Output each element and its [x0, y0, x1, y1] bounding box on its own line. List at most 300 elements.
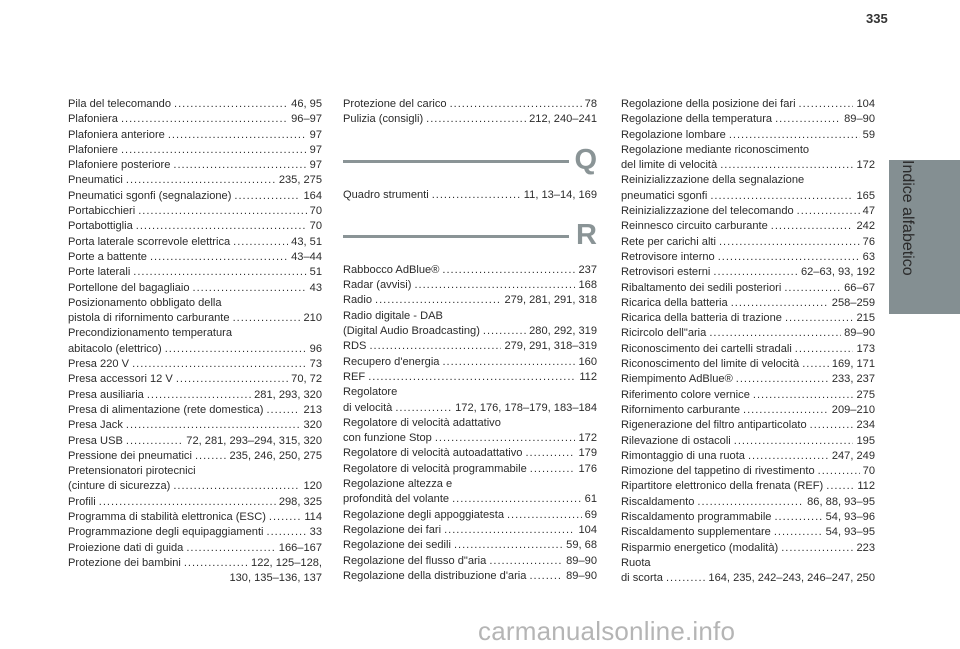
dot-leader: [489, 554, 563, 569]
index-entry: [343, 370, 597, 385]
index-term: Portellone del bagagliaio: [68, 281, 190, 294]
page-reference: 97: [309, 143, 322, 156]
dot-leader: [266, 403, 300, 418]
page-reference: 104: [856, 98, 875, 110]
index-term: Riferimento colore vernice: [621, 388, 750, 401]
index-list-r: [343, 263, 597, 584]
index-entry: [621, 434, 875, 449]
index-entry: [68, 525, 322, 540]
dot-leader: [802, 357, 829, 372]
dot-leader: [525, 446, 575, 461]
index-term: Pneumatici sgonfi (segnalazione): [68, 189, 232, 202]
index-term: Riscaldamento supplementare: [621, 526, 771, 539]
page-reference: 51: [309, 266, 322, 279]
index-entry-heading: Regolazione mediante riconoscimento: [621, 143, 810, 156]
index-term: Riscaldamento programmabile: [621, 511, 772, 524]
index-term: Regolazione lombare: [621, 128, 726, 141]
page-reference: 166–167: [278, 541, 322, 554]
index-entry: [621, 571, 875, 586]
index-term: Portabottiglia: [68, 220, 133, 233]
dot-leader: [173, 158, 306, 173]
dot-leader: [797, 204, 860, 219]
index-entry: [621, 128, 875, 143]
index-entry-heading: Regolatore: [343, 386, 398, 399]
section-rule: [343, 160, 569, 163]
index-entry: [68, 173, 322, 188]
index-term: Regolatore di velocità autoadattativo: [343, 447, 523, 460]
page-reference: 59, 68: [566, 539, 597, 552]
page-reference: 164, 235, 242–243, 246–247, 250: [708, 572, 875, 585]
index-term: Recupero d'energia: [343, 355, 440, 368]
index-entry: [68, 143, 322, 158]
page-reference: 120: [303, 480, 322, 493]
index-term: Pila del telecomando: [68, 98, 171, 110]
section-header-r: [343, 217, 597, 255]
index-term: Protezione dei bambini: [68, 556, 181, 569]
index-term: Plafoniera: [68, 113, 118, 126]
dot-leader: [529, 569, 563, 584]
page-reference: 160: [578, 355, 597, 368]
index-term: di scorta: [621, 572, 663, 585]
page-reference: 112: [579, 370, 597, 383]
dot-leader: [454, 538, 563, 553]
index-entry: [621, 372, 875, 387]
index-entry: [621, 296, 875, 311]
index-term: Profili: [68, 495, 96, 508]
dot-leader: [126, 173, 276, 188]
index-term: Rimontaggio di una ruota: [621, 449, 745, 462]
index-entry: [68, 128, 322, 143]
index-term: Regolazione della posizione dei fari: [621, 98, 796, 110]
dot-leader: [710, 189, 853, 204]
index-entry: [621, 265, 875, 280]
index-entry: [68, 112, 322, 127]
dot-leader: [176, 372, 288, 387]
index-term: di velocità: [343, 401, 393, 414]
index-entry: [68, 418, 322, 433]
index-entry: [68, 158, 322, 173]
dot-leader: [147, 388, 251, 403]
page-reference-continued: 130, 135–136, 137: [229, 572, 322, 585]
index-term: Pneumatici: [68, 174, 123, 187]
index-entry: [68, 311, 322, 326]
index-entry: [68, 372, 322, 387]
index-term: Porte laterali: [68, 266, 131, 279]
index-entry: [621, 510, 875, 525]
index-term: Rete per carichi alti: [621, 235, 716, 248]
dot-leader: [133, 265, 306, 280]
dot-leader: [810, 418, 854, 433]
page-reference: 73: [309, 358, 322, 371]
index-entry-heading: Precondizionamento temperatura: [68, 327, 233, 340]
index-term: REF: [343, 370, 366, 383]
index-entry: [68, 449, 322, 464]
page-reference: 237: [578, 263, 597, 276]
dot-leader: [174, 97, 288, 112]
index-entry: [621, 311, 875, 326]
dot-leader: [731, 296, 829, 311]
dot-leader: [195, 449, 227, 464]
index-entry: [68, 250, 322, 265]
index-term: Riconoscimento del limite di velocità: [621, 358, 800, 371]
page-reference: 279, 291, 318–319: [504, 340, 597, 353]
index-term: Ricircolo dell"aria: [621, 327, 707, 340]
dot-leader: [450, 97, 582, 112]
index-entry: [68, 495, 322, 510]
dot-leader: [138, 204, 306, 219]
index-term: Rabbocco AdBlue®: [343, 263, 440, 276]
index-term: Ricarica della batteria: [621, 296, 728, 309]
dot-leader: [173, 479, 300, 494]
page-reference: 114: [304, 511, 322, 524]
dot-leader: [121, 143, 307, 158]
page-reference: 89–90: [566, 569, 597, 582]
dot-leader: [267, 525, 307, 540]
dot-leader: [781, 541, 853, 556]
page-reference: 76: [862, 235, 875, 248]
index-term: Presa Jack: [68, 419, 123, 432]
page-reference: 209–210: [831, 403, 875, 416]
index-term: Regolazione della temperatura: [621, 113, 773, 126]
index-entry: [68, 388, 322, 403]
index-term: pistola di rifornimento carburante: [68, 312, 230, 325]
page-reference: 320: [303, 419, 322, 432]
page-reference: 62–63, 93, 192: [800, 266, 875, 279]
dot-leader: [720, 158, 853, 173]
page-reference: 210: [303, 312, 322, 325]
index-term: (Digital Audio Broadcasting): [343, 325, 480, 338]
index-term: Rigenerazione del filtro antiparticolato: [621, 419, 807, 432]
index-entry: [68, 281, 322, 296]
page-reference: 97: [309, 128, 322, 141]
index-term: Regolazione degli appoggiatesta: [343, 508, 504, 521]
dot-leader: [121, 112, 288, 127]
dot-leader: [743, 403, 829, 418]
dot-leader: [697, 495, 804, 510]
page-reference: 96: [309, 342, 322, 355]
page-reference: 78: [584, 98, 597, 110]
index-entry: [621, 204, 875, 219]
page-reference: 61: [584, 493, 597, 506]
index-entry: [621, 479, 875, 494]
index-term: Riscaldamento: [621, 495, 695, 508]
index-entry: [621, 541, 875, 556]
page-reference: 11, 13–14, 169: [523, 188, 597, 201]
index-term: Retrovisore interno: [621, 250, 715, 263]
page-reference: 86, 88, 93–95: [807, 495, 875, 508]
index-entry: [68, 510, 322, 525]
index-column-1: [68, 97, 322, 587]
dot-leader: [826, 479, 854, 494]
index-entry: [343, 401, 597, 416]
index-term: Radio: [343, 294, 372, 307]
page-reference: 72, 281, 293–294, 315, 320: [186, 434, 322, 447]
index-entry: [343, 188, 597, 203]
index-term: Protezione del carico: [343, 98, 447, 110]
page-reference: 172: [578, 432, 597, 445]
index-term: Plafoniere: [68, 143, 118, 156]
dot-leader: [136, 219, 307, 234]
index-term: Presa di alimentazione (rete domestica): [68, 403, 264, 416]
dot-leader: [126, 434, 183, 449]
page-reference: 70, 72: [291, 373, 322, 386]
dot-leader: [784, 281, 841, 296]
index-term: Reinizializzazione del telecomando: [621, 205, 794, 218]
dot-leader: [150, 250, 288, 265]
dot-leader: [719, 235, 860, 250]
index-term: con funzione Stop: [343, 432, 432, 445]
index-entry: [343, 97, 597, 112]
index-entry: [343, 538, 597, 553]
dot-leader: [132, 357, 307, 372]
dot-leader: [785, 311, 854, 326]
index-term: Plafoniere posteriore: [68, 159, 171, 172]
dot-leader: [666, 571, 705, 586]
index-term: Regolatore di velocità programmabile: [343, 462, 527, 475]
dot-leader: [483, 324, 526, 339]
dot-leader: [395, 401, 452, 416]
dot-leader: [186, 541, 275, 556]
index-term: Riempimento AdBlue®: [621, 373, 733, 386]
index-entry: [621, 281, 875, 296]
dot-leader: [126, 418, 301, 433]
page-reference: 104: [578, 523, 597, 536]
page-reference: 59: [862, 128, 875, 141]
dot-leader: [426, 112, 526, 127]
dot-leader: [818, 464, 860, 479]
dot-leader: [713, 265, 798, 280]
index-entry: [343, 462, 597, 477]
index-term: Reinnesco circuito carburante: [621, 220, 768, 233]
index-term: Radar (avvisi): [343, 279, 412, 292]
page-reference: 47: [862, 205, 875, 218]
index-term: del limite di velocità: [621, 159, 718, 172]
index-entry: [68, 97, 322, 112]
dot-leader: [99, 495, 276, 510]
dot-leader: [432, 188, 521, 203]
dot-leader: [444, 523, 575, 538]
page-reference: 165: [856, 189, 875, 202]
index-term: Plafoniera anteriore: [68, 128, 165, 141]
index-entry: [621, 403, 875, 418]
index-entry: [343, 324, 597, 339]
index-entry: [68, 189, 322, 204]
index-list-q: [343, 188, 597, 203]
index-entry: [68, 342, 322, 357]
page-reference: 43, 51: [291, 235, 322, 248]
index-entry: [343, 523, 597, 538]
index-term: Portabicchieri: [68, 205, 136, 218]
index-term: Riconoscimento dei cartelli stradali: [621, 342, 792, 355]
index-term: Regolazione della distribuzione d'aria: [343, 569, 527, 582]
page-reference: 242: [856, 220, 875, 233]
index-entry: [68, 204, 322, 219]
side-tab-label: Indice alfabetico: [899, 160, 916, 276]
dot-leader: [233, 311, 301, 326]
dot-leader: [233, 235, 288, 250]
dot-leader: [718, 250, 860, 265]
page-reference: 280, 292, 319: [529, 325, 597, 338]
index-entry: [343, 355, 597, 370]
page-reference: 281, 293, 320: [254, 388, 322, 401]
page-reference: 173: [856, 342, 875, 355]
dot-leader: [530, 462, 576, 477]
index-column-3: [621, 97, 875, 587]
index-term: Presa USB: [68, 434, 123, 447]
dot-leader: [734, 434, 854, 449]
index-entry: [68, 357, 322, 372]
dot-leader: [165, 342, 307, 357]
index-term: (cinture di sicurezza): [68, 480, 171, 493]
dot-leader: [369, 339, 501, 354]
index-entry: [68, 434, 322, 449]
index-entry: [343, 508, 597, 523]
page-reference: 112: [857, 480, 875, 493]
index-term: Risparmio energetico (modalità): [621, 541, 779, 554]
dot-leader: [775, 112, 841, 127]
index-entry: [621, 189, 875, 204]
index-term: Quadro strumenti: [343, 188, 429, 201]
index-entry-heading: Radio digitale - DAB: [343, 309, 443, 322]
index-entry: [621, 495, 875, 510]
index-entry-heading: Posizionamento obbligato della: [68, 296, 222, 309]
dot-leader: [507, 508, 582, 523]
index-term: Ripartitore elettronico della frenata (REF): [621, 480, 824, 493]
index-entry: [621, 158, 875, 173]
index-list-p-continued: [343, 97, 597, 128]
watermark: carmanualsonline.info: [478, 616, 736, 646]
dot-leader: [753, 388, 854, 403]
index-entry: [621, 219, 875, 234]
dot-leader: [452, 492, 582, 507]
page-reference: 234: [856, 419, 875, 432]
index-term: RDS: [343, 340, 367, 353]
page-reference: 195: [856, 434, 875, 447]
page-reference: 96–97: [291, 113, 322, 126]
index-term: Porta laterale scorrevole elettrica: [68, 235, 231, 248]
page-reference: 233, 237: [831, 373, 875, 386]
index-entry: [343, 293, 597, 308]
section-header-q: [343, 142, 597, 180]
dot-leader: [269, 510, 301, 525]
index-term: Retrovisori esterni: [621, 266, 711, 279]
index-entry-heading: Regolazione altezza e: [343, 478, 453, 491]
page-reference: 298, 325: [278, 495, 322, 508]
index-entry: [621, 357, 875, 372]
index-entry-heading: Reinizializzazione della segnalazione: [621, 174, 805, 187]
dot-leader: [774, 510, 822, 525]
page-reference: 89–90: [844, 327, 875, 340]
index-entry: [68, 556, 322, 571]
index-entry: [343, 339, 597, 354]
index-term: Porte a battente: [68, 250, 147, 263]
page-number: 335: [866, 11, 888, 26]
index-term: Presa 220 V: [68, 358, 130, 371]
index-entry: [621, 388, 875, 403]
index-term: abitacolo (elettrico): [68, 342, 162, 355]
page-reference: 212, 240–241: [529, 113, 597, 126]
index-entry: [343, 569, 597, 584]
page-reference: 279, 281, 291, 318: [504, 294, 597, 307]
page-reference: 33: [309, 526, 322, 539]
index-term: Pulizia (consigli): [343, 113, 424, 126]
index-entry: [68, 219, 322, 234]
dot-leader: [414, 278, 575, 293]
index-term: Presa ausiliaria: [68, 388, 144, 401]
index-term: profondità del volante: [343, 493, 450, 506]
index-entry: [343, 112, 597, 127]
page-reference: 43–44: [291, 250, 322, 263]
index-entry: [343, 554, 597, 569]
index-column-2: [343, 97, 597, 584]
dot-leader: [168, 128, 307, 143]
dot-leader: [795, 342, 854, 357]
index-term: Pressione dei pneumatici: [68, 449, 192, 462]
dot-leader: [435, 431, 576, 446]
page-reference: 247, 249: [831, 449, 875, 462]
dot-leader: [774, 525, 823, 540]
page-reference: 223: [856, 541, 875, 554]
index-entry: [621, 418, 875, 433]
index-term: Regolazione del flusso d"aria: [343, 554, 487, 567]
index-entry: [621, 326, 875, 341]
page-reference: 70: [309, 205, 322, 218]
page-reference: 46, 95: [291, 98, 322, 110]
page-reference: 122, 125–128,: [251, 556, 322, 569]
index-entry: [68, 479, 322, 494]
dot-leader: [748, 449, 829, 464]
index-entry: [343, 492, 597, 507]
index-entry: [68, 403, 322, 418]
dot-leader: [442, 263, 575, 278]
index-term: pneumatici sgonfi: [621, 189, 708, 202]
index-entry: [343, 278, 597, 293]
page-reference: 275: [856, 388, 875, 401]
page-reference: 54, 93–95: [825, 526, 875, 539]
index-entry: [68, 265, 322, 280]
index-entry: [343, 431, 597, 446]
index-entry: [621, 235, 875, 250]
page-reference: 168: [578, 279, 597, 292]
dot-leader: [234, 189, 300, 204]
page-reference: 54, 93–96: [825, 511, 875, 524]
index-term: Regolazione dei sedili: [343, 539, 451, 552]
index-term: Rilevazione di ostacoli: [621, 434, 731, 447]
index-entry: [621, 97, 875, 112]
index-term: Proiezione dati di guida: [68, 541, 184, 554]
page-reference: 179: [578, 447, 597, 460]
index-entry: [68, 541, 322, 556]
dot-leader: [442, 355, 575, 370]
index-term: Ribaltamento dei sedili posteriori: [621, 281, 782, 294]
index-entry: [621, 449, 875, 464]
dot-leader: [193, 281, 307, 296]
index-entry: [621, 250, 875, 265]
page-reference: 235, 275: [278, 174, 322, 187]
page-reference: 70: [309, 220, 322, 233]
index-entry: [621, 342, 875, 357]
page-reference: 172: [856, 159, 875, 172]
index-entry: [343, 446, 597, 461]
page-reference: 235, 246, 250, 275: [229, 449, 322, 462]
page-reference: 89–90: [844, 113, 875, 126]
page-reference: 172, 176, 178–179, 183–184: [455, 401, 597, 414]
page-reference: 66–67: [844, 281, 875, 294]
index-entry: [621, 464, 875, 479]
section-letter: R: [576, 218, 597, 251]
dot-leader: [799, 97, 854, 112]
index-entry-heading: Ruota: [621, 556, 651, 569]
